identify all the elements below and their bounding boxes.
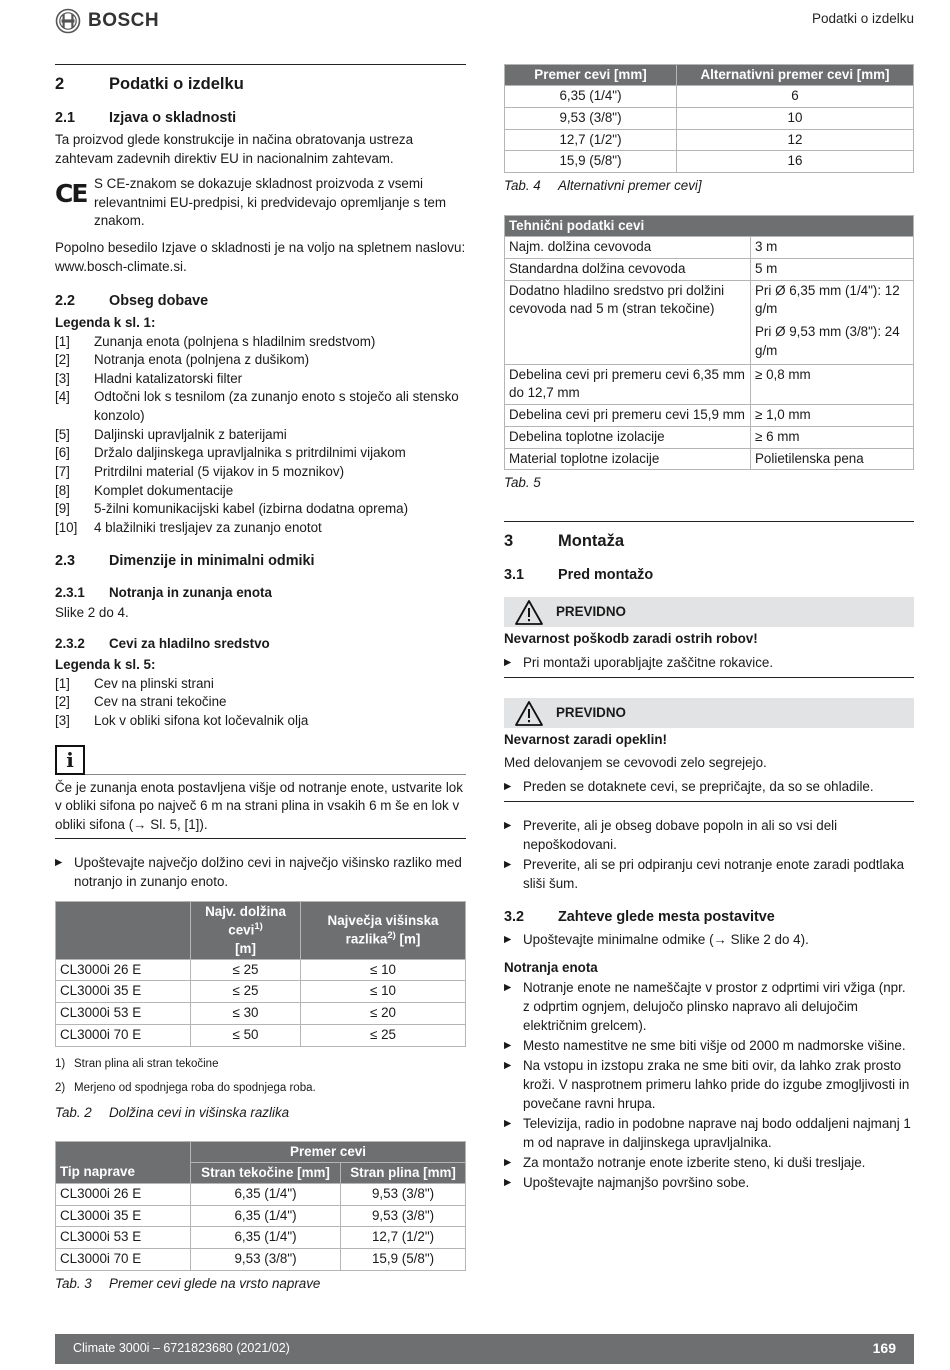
table-row xyxy=(505,280,914,364)
table-cell: ≥ 6 mm xyxy=(751,426,914,448)
item-number: [9] xyxy=(55,501,70,517)
caution-bullets xyxy=(504,653,914,672)
item-number: [1] xyxy=(55,675,70,691)
table-cell: Material toplotne izolacije xyxy=(505,448,751,470)
section-title: Podatki o izdelku xyxy=(109,75,244,93)
item-number: [6] xyxy=(55,445,70,461)
caption-number: Tab. 3 xyxy=(55,1275,92,1291)
indoor-unit-subtitle: Notranja enota xyxy=(504,960,598,976)
list-item xyxy=(504,777,914,796)
table-cell: ≥ 0,8 mm xyxy=(751,364,914,405)
table-row xyxy=(505,364,914,405)
bullet-arrow-icon: ▶ xyxy=(504,1118,512,1130)
bullet-arrow-icon: ▶ xyxy=(504,858,512,870)
footnote-ref: 2) xyxy=(387,930,396,941)
section-title: Obseg dobave xyxy=(109,292,209,309)
caution-body xyxy=(504,731,914,802)
list-item xyxy=(55,463,466,482)
table-cell: 12,7 (1/2") xyxy=(341,1227,466,1249)
table-cell: Najm. dolžina cevovoda xyxy=(505,237,751,259)
table-cell: 9,53 (3/8") xyxy=(341,1183,466,1205)
list-item xyxy=(55,388,466,425)
table-header-row xyxy=(56,1141,466,1162)
bullet-arrow-icon: ▶ xyxy=(504,780,512,792)
tab2-footnotes xyxy=(55,1056,466,1096)
list-item xyxy=(55,519,466,538)
list-item xyxy=(504,1173,914,1192)
section-title: Dimenzije in minimalni odmiki xyxy=(109,553,315,570)
table-cell: ≥ 1,0 mm xyxy=(751,405,914,427)
item-number: [2] xyxy=(55,694,70,710)
section-2-1-heading xyxy=(55,108,466,128)
list-item xyxy=(504,1056,914,1113)
table-header-group: Premer cevi xyxy=(191,1141,466,1162)
table-cell: ≤ 10 xyxy=(301,959,466,981)
table-cell: 16 xyxy=(677,151,914,173)
table-cell: 6,35 (1/4") xyxy=(191,1205,341,1227)
table-cell: Standardna dolžina cevovoda xyxy=(505,258,751,280)
caution-sharp-edges xyxy=(504,597,914,678)
table-cell: Debelina cevi pri premeru cevi 6,35 mm do 12,7 mm xyxy=(505,364,751,405)
list-item xyxy=(504,1114,914,1152)
item-number: [7] xyxy=(55,463,70,479)
table-cell: ≤ 30 xyxy=(191,1003,301,1025)
section-2-3-heading xyxy=(55,551,466,571)
table-header-cell: Tip naprave xyxy=(56,1162,191,1183)
section-number: 2.2 xyxy=(55,292,76,309)
section-2-3-1-heading xyxy=(55,584,466,603)
section-number: 3.2 xyxy=(504,908,525,925)
conformity-paragraph: Ta proizvod glede konstrukcije in načina obratovanja ustreza zahtevam zadevnih direktiv EU in nacionalnim zahtevam. xyxy=(55,132,414,167)
list-item xyxy=(55,712,466,731)
table-row xyxy=(505,448,914,470)
table-cell: 15,9 (5/8") xyxy=(341,1249,466,1271)
table-cell: ≤ 20 xyxy=(301,1003,466,1025)
caption-text: Alternativni premer cevi] xyxy=(558,178,702,194)
pipe-bullet-list xyxy=(55,853,466,891)
table-header-cell: Premer cevi [mm] xyxy=(505,65,677,86)
bullet-arrow-icon: ▶ xyxy=(504,981,512,993)
table-cell: Debelina toplotne izolacije xyxy=(505,426,751,448)
section-title: Pred montažo xyxy=(558,567,654,584)
caption-number: Tab. 5 xyxy=(504,475,541,491)
table-header-cell xyxy=(56,901,191,959)
item-text: Preden se dotaknete cevi, se prepričajte, da so se ohladile. xyxy=(523,778,874,794)
list-item xyxy=(504,855,914,893)
bosch-armature-icon xyxy=(55,8,81,34)
bullet-arrow-icon: ▶ xyxy=(504,1060,512,1072)
table-row xyxy=(56,1024,466,1046)
item-text: Notranje enote ne nameščajte v prostor z odprtimi viri vžiga (npr. z odprtim ognjem, delujočo plinsko napravo ali delujočim električnim grelcem). xyxy=(523,979,906,1033)
table-row xyxy=(505,426,914,448)
item-text: 4 blažilniki tresljajev za zunanjo enotot xyxy=(94,519,322,535)
section-number: 2.1 xyxy=(55,110,76,127)
item-text: Na vstopu in izstopu zraka ne sme biti ovir, da lahko zrak prosto kroži. V nasprotnem primeru lahko pride do izgube zmogljivosti in povečane ravni hrupa. xyxy=(523,1058,910,1112)
tab5-caption xyxy=(504,474,914,493)
caption-text: Premer cevi glede na vrsto naprave xyxy=(109,1275,321,1291)
section-2-2-heading xyxy=(55,291,466,311)
bullet-arrow-icon: ▶ xyxy=(504,1039,512,1051)
table-cell: CL3000i 26 E xyxy=(56,959,191,981)
table-cell: 12,7 (1/2") xyxy=(505,129,677,151)
brand-name: BOSCH xyxy=(88,10,160,31)
tab3-caption xyxy=(55,1275,466,1294)
header-text: Najv. dolžina cevi xyxy=(205,903,286,938)
item-text: Hladni katalizatorski filter xyxy=(94,370,243,386)
item-number: [10] xyxy=(55,519,78,535)
table-header-cell: Tehnični podatki cevi xyxy=(505,215,914,236)
table-cell: CL3000i 53 E xyxy=(56,1003,191,1025)
item-text: Cev na plinski strani xyxy=(94,675,214,691)
footnote-ref: 1) xyxy=(254,920,263,932)
bullet-arrow-icon: ▶ xyxy=(55,856,63,868)
table-header-cell: Alternativni premer cevi [mm] xyxy=(677,65,914,86)
table-cell: 15,9 (5/8") xyxy=(505,151,677,173)
table-row xyxy=(56,1205,466,1227)
figures-reference: Slike 2 do 4. xyxy=(55,605,129,621)
table-cell: 6,35 (1/4") xyxy=(191,1183,341,1205)
item-text: Televizija, radio in podobne naprave naj bodo oddaljeni najmanj 1 m od naprave in daljinskega upravljalnika. xyxy=(523,1116,911,1151)
table-cell: Dodatno hladilno sredstvo pri dolžini cevovoda nad 5 m (stran tekočine) xyxy=(505,280,751,364)
caution-subtitle: Nevarnost poškodb zaradi ostrih robov! xyxy=(504,631,758,647)
section-2-heading xyxy=(55,64,466,96)
table-cell: CL3000i 70 E xyxy=(56,1249,191,1271)
item-number: [3] xyxy=(55,712,70,728)
item-text: Komplet dokumentacije xyxy=(94,482,234,498)
table-cell: 9,53 (3/8") xyxy=(191,1249,341,1271)
item-text: Upoštevajte najmanjšo površino sobe. xyxy=(523,1175,750,1191)
table-row xyxy=(56,1183,466,1205)
list-item xyxy=(504,978,914,1035)
section-title: Cevi za hladilno sredstvo xyxy=(109,636,270,652)
list-item xyxy=(55,351,466,370)
item-text: 5-žilni komunikacijski kabel (izbirna dodatna oprema) xyxy=(94,501,409,517)
table-row xyxy=(505,86,914,108)
table-cell xyxy=(751,280,914,364)
ce-text: S CE-znakom se dokazuje skladnost proizvoda z vsemi relevantnimi EU-predpisi, ki predvidevajo opremljanje s tem znakom. xyxy=(94,175,447,229)
footnote-number: 2) xyxy=(55,1081,66,1094)
caution-bullets xyxy=(504,777,914,796)
table-cell: CL3000i 26 E xyxy=(56,1183,191,1205)
caution-text: Med delovanjem se cevovodi zelo segrejejo. xyxy=(504,755,767,771)
table-header-cell: Stran tekočine [mm] xyxy=(191,1162,341,1183)
table-cell: ≤ 50 xyxy=(191,1024,301,1046)
section-3-heading xyxy=(504,521,914,553)
table-cell: 6,35 (1/4") xyxy=(191,1227,341,1249)
table-row xyxy=(56,1003,466,1025)
value-line: Pri Ø 6,35 mm (1/4"): 12 g/m xyxy=(755,282,900,317)
section-number: 2.3.1 xyxy=(55,584,85,600)
table-cell: CL3000i 53 E xyxy=(56,1227,191,1249)
legend-title: Legenda k sl. 5: xyxy=(55,656,156,672)
ce-block xyxy=(55,175,466,231)
item-text: Cev na strani tekočine xyxy=(94,694,227,710)
item-text: Zunanja enota (polnjena s hladilnim sredstvom) xyxy=(94,333,376,349)
tab5-technical-data-table xyxy=(504,215,914,471)
footnote-text: Stran plina ali stran tekočine xyxy=(74,1057,219,1070)
tab4-caption xyxy=(504,177,914,196)
bullet-arrow-icon: ▶ xyxy=(504,934,512,946)
info-notice xyxy=(55,745,466,839)
caption-number: Tab. 4 xyxy=(504,178,541,194)
warning-triangle-icon xyxy=(514,599,544,626)
item-text: Odtočni lok s tesnilom (za zunanjo enoto s stoječo ali stensko konzolo) xyxy=(94,389,459,424)
item-text: Preverite, ali se pri odpiranju cevi notranje enote zaradi podtlaka sliši šum. xyxy=(523,856,905,891)
caution-subtitle: Nevarnost zaradi opeklin! xyxy=(504,732,667,748)
item-text: Mesto namestitve ne sme biti višje od 2000 m nadmorske višine. xyxy=(523,1037,906,1053)
table-header-cell xyxy=(56,1141,191,1162)
section-3-2-heading xyxy=(504,907,914,927)
page-footer xyxy=(55,1334,914,1364)
table-cell: Debelina cevi pri premeru cevi 15,9 mm xyxy=(505,405,751,427)
table-header-row xyxy=(56,1162,466,1183)
right-column xyxy=(504,64,914,1198)
caption-text: Dolžina cevi in višinska razlika xyxy=(109,1104,290,1120)
list-item xyxy=(55,444,466,463)
header-text: Največja višinska razlika xyxy=(327,912,439,947)
table-row xyxy=(56,1227,466,1249)
ce-mark-icon: CE xyxy=(55,178,87,208)
list-item xyxy=(55,500,466,519)
table-header-cell: Stran plina [mm] xyxy=(341,1162,466,1183)
table-cell: CL3000i 70 E xyxy=(56,1024,191,1046)
section-number: 3.1 xyxy=(504,567,525,584)
caption-number: Tab. 2 xyxy=(55,1104,92,1120)
left-column xyxy=(55,64,466,1294)
section-title: Zahteve glede mesta postavitve xyxy=(558,908,775,925)
table-header-cell xyxy=(301,901,466,959)
item-number: [5] xyxy=(55,426,70,442)
indoor-unit-bullets xyxy=(504,978,914,1192)
table-row xyxy=(505,107,914,129)
table-cell: CL3000i 35 E xyxy=(56,1205,191,1227)
header-title: Podatki o izdelku xyxy=(811,11,914,26)
item-text: Upoštevajte največjo dolžino cevi in največjo višinsko razliko med notranjo in zunanjo enoto. xyxy=(74,854,462,889)
document-id: Climate 3000i – 6721823680 (2021/02) xyxy=(73,1341,290,1356)
list-item xyxy=(55,482,466,501)
item-text: Notranja enota (polnjena z dušikom) xyxy=(94,352,310,368)
page-number: 169 xyxy=(872,1340,896,1357)
section-2-3-2-heading xyxy=(55,635,466,654)
table-cell: 6 xyxy=(677,86,914,108)
list-item xyxy=(504,930,914,949)
legend-title: Legenda k sl. 1: xyxy=(55,314,156,330)
caution-bar xyxy=(504,597,914,627)
section-title: Notranja in zunanja enota xyxy=(109,584,272,600)
item-text: Lok v obliki sifona kot ločevalnik olja xyxy=(94,712,309,728)
value-line: Pri Ø 9,53 mm (3/8"): 24 g/m xyxy=(755,324,900,358)
table-cell: ≤ 25 xyxy=(191,959,301,981)
table-header-row xyxy=(505,215,914,236)
list-item xyxy=(504,1153,914,1172)
caution-title: PREVIDNO xyxy=(556,604,626,620)
caution-burns xyxy=(504,698,914,802)
item-number: [2] xyxy=(55,352,70,368)
footnote-number: 1) xyxy=(55,1057,66,1070)
item-number: [1] xyxy=(55,333,70,349)
delivery-list xyxy=(55,333,466,538)
table-cell: 3 m xyxy=(751,237,914,259)
table-row xyxy=(505,151,914,173)
table-header-row xyxy=(505,65,914,86)
table-cell: 9,53 (3/8") xyxy=(341,1205,466,1227)
list-item xyxy=(55,693,466,712)
tab3-pipe-diameter-table xyxy=(55,1141,466,1271)
bullet-arrow-icon: ▶ xyxy=(504,1157,512,1169)
table-cell: 12 xyxy=(677,129,914,151)
section-number: 2.3 xyxy=(55,553,76,570)
table-cell: ≤ 25 xyxy=(191,981,301,1003)
section-3-1-heading xyxy=(504,565,914,585)
item-text: Za montažo notranje enote izberite steno, ki duši tresljaje. xyxy=(523,1155,866,1171)
list-item xyxy=(504,653,914,672)
list-item xyxy=(504,1036,914,1055)
table-cell: ≤ 25 xyxy=(301,1024,466,1046)
list-item xyxy=(55,426,466,445)
info-notice-header xyxy=(55,745,466,775)
list-item xyxy=(55,853,466,891)
item-number: [3] xyxy=(55,370,70,386)
page-header xyxy=(55,6,914,38)
table-row xyxy=(505,237,914,259)
tab4-alternative-diameter-table xyxy=(504,64,914,173)
section-title: Izjava o skladnosti xyxy=(109,110,237,127)
tab2-caption xyxy=(55,1104,466,1123)
bosch-logo xyxy=(55,8,159,35)
item-number: [8] xyxy=(55,482,70,498)
item-text: Preverite, ali je obseg dobave popoln in ali so vsi deli nepoškodovani. xyxy=(523,817,838,852)
item-text: Pri montaži uporabljajte zaščitne rokavice. xyxy=(523,655,774,671)
table-row xyxy=(505,405,914,427)
caution-title: PREVIDNO xyxy=(556,704,626,720)
section-title: Montaža xyxy=(558,532,624,551)
table-header-cell xyxy=(191,901,301,959)
list-item xyxy=(55,675,466,694)
list-item xyxy=(55,370,466,389)
table-cell: 9,53 (3/8") xyxy=(505,107,677,129)
footnote xyxy=(55,1080,466,1096)
footnote xyxy=(55,1056,466,1072)
table-row xyxy=(505,129,914,151)
header-unit: [m] xyxy=(399,931,421,947)
item-text: Daljinski upravljalnik z baterijami xyxy=(94,426,287,442)
item-text: Upoštevajte minimalne odmike (→ Slike 2 do 4). xyxy=(523,932,809,948)
declaration-paragraph: Popolno besedilo Izjave o skladnosti je na voljo na spletnem naslovu: www.bosch-climate.si. xyxy=(55,240,466,274)
section-number: 3 xyxy=(504,532,514,551)
tab2-pipe-length-table xyxy=(55,901,466,1047)
table-cell: 10 xyxy=(677,107,914,129)
bullet-arrow-icon: ▶ xyxy=(504,657,512,669)
list-item xyxy=(504,816,914,854)
info-icon: i xyxy=(55,745,85,775)
item-number: [4] xyxy=(55,389,70,405)
table-cell: CL3000i 35 E xyxy=(56,981,191,1003)
table-row xyxy=(56,959,466,981)
warning-triangle-icon xyxy=(514,700,544,727)
section-number: 2.3.2 xyxy=(55,636,85,652)
table-row xyxy=(56,981,466,1003)
list-item xyxy=(55,333,466,352)
item-text: Držalo daljinskega upravljalnika s pritrdilnimi vijakom xyxy=(94,445,406,461)
footnote-text: Merjeno od spodnjega roba do spodnjega roba. xyxy=(74,1081,316,1094)
caution-body xyxy=(504,630,914,678)
table-row xyxy=(56,1249,466,1271)
table-row xyxy=(505,258,914,280)
table-header-row xyxy=(56,901,466,959)
pipe-legend-list xyxy=(55,675,466,731)
table-cell: Polietilenska pena xyxy=(751,448,914,470)
location-bullets xyxy=(504,930,914,949)
divider xyxy=(85,774,466,775)
section-number: 2 xyxy=(55,75,65,93)
pre-install-bullets xyxy=(504,816,914,893)
table-cell: 5 m xyxy=(751,258,914,280)
header-unit: [m] xyxy=(235,940,256,956)
bullet-arrow-icon: ▶ xyxy=(504,1177,512,1189)
bullet-arrow-icon: ▶ xyxy=(504,819,512,831)
table-cell: 6,35 (1/4") xyxy=(505,86,677,108)
info-text: Če je zunanja enota postavljena višje od notranje enote, ustvarite lok v obliki sifona po največ 6 m na strani plina in vsakih 6 m še en lok v obliki sifona (→ Sl. 5, [1]). xyxy=(55,779,463,833)
table-cell: ≤ 10 xyxy=(301,981,466,1003)
caution-bar xyxy=(504,698,914,728)
item-text: Pritrdilni material (5 vijakov in 5 moznikov) xyxy=(94,463,345,479)
